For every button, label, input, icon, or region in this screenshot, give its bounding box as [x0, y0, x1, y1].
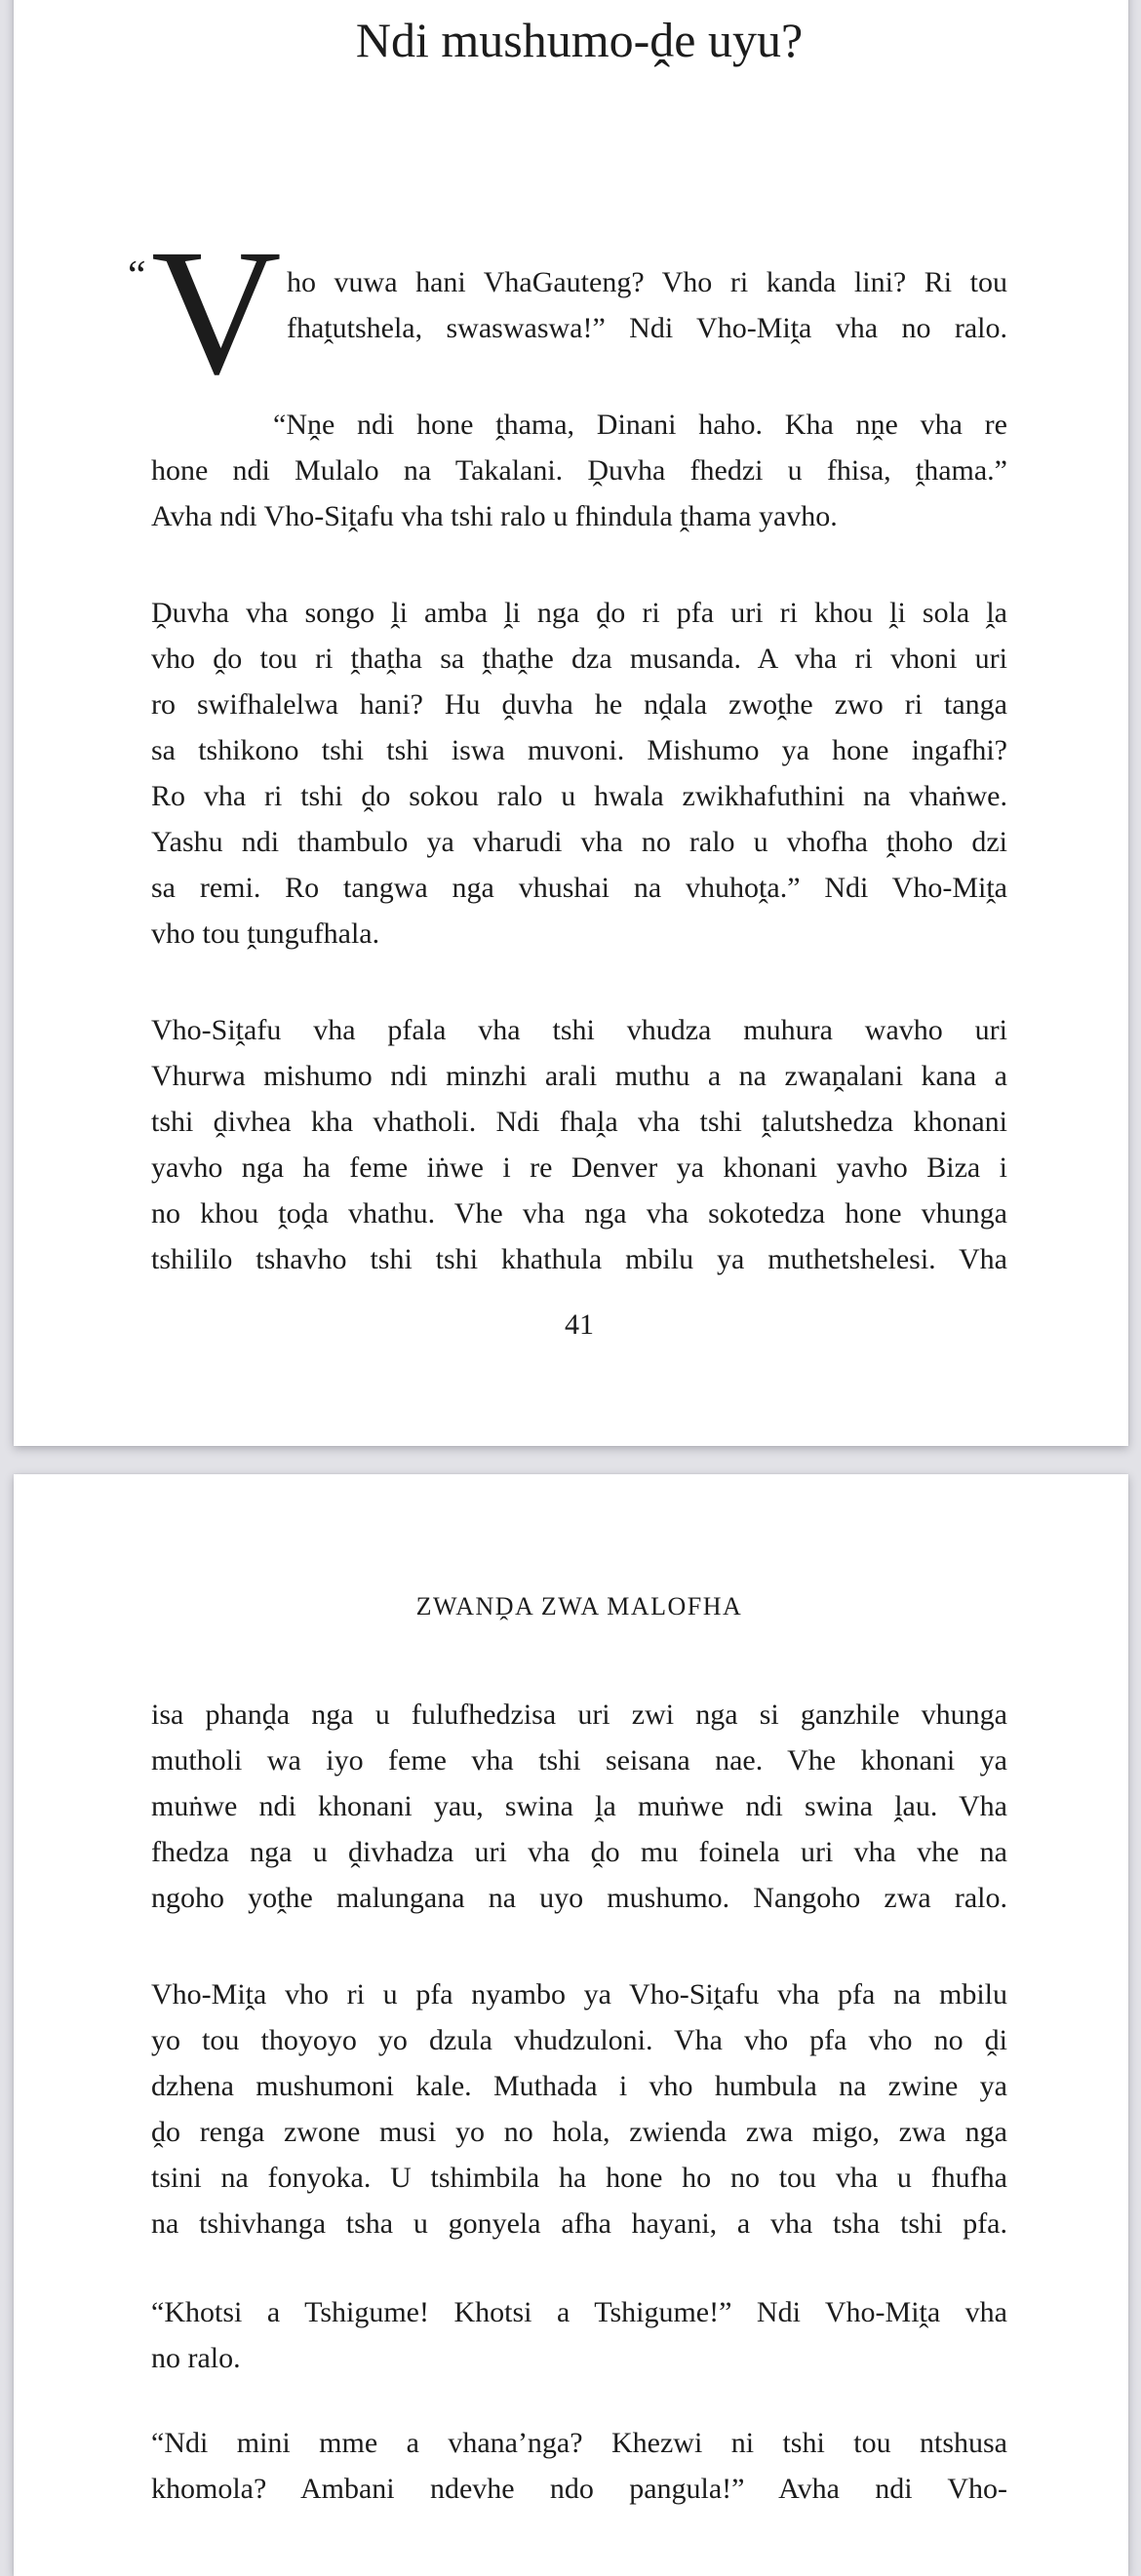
text-line: “Khotsi a Tshigume! Khotsi a Tshigume!” Ndi Vho-Miṱa vha	[151, 2296, 1007, 2328]
dropcap-open-quote: “	[128, 254, 146, 298]
paragraph-lines	[151, 1692, 1007, 1921]
text-line: “Nṋe ndi hone ṱhama, Dinani haho. Kha nṋe vha re	[273, 409, 1007, 441]
text-line: hone ndi Mulalo na Takalani. Ḓuvha fhedzi u fhisa, ṱhama.”	[151, 454, 1007, 487]
paragraph-dropcap	[128, 213, 1007, 412]
text-line: tshi ḓivhea kha vhatholi. Ndi fhaḽa vha tshi ṱalutshedza khonani	[151, 1106, 1007, 1138]
dropcap	[128, 213, 287, 412]
paragraph	[151, 402, 1007, 539]
paragraph-lines	[151, 590, 1007, 956]
text-line: Ḓuvha vha songo ḽi amba ḽi nga ḓo ri pfa uri ri khou ḽi sola ḽa	[151, 597, 1007, 629]
text-line: Vhurwa mishumo ndi minzhi arali muthu a na zwaṋalani kana a	[151, 1060, 1007, 1092]
text-line: Ro vha ri tshi ḓo sokou ralo u hwala zwikhafuthini na vhaṅwe.	[151, 780, 1007, 812]
text-line: sa remi. Ro tangwa nga vhushai na vhuhoṱa.” Ndi Vho-Miṱa	[151, 872, 1007, 904]
paragraph	[151, 1007, 1007, 1282]
text-line: mutholi wa iyo feme vha tshi seisana nae. Vhe khonani ya	[151, 1744, 1007, 1776]
paragraph-lines	[151, 1971, 1007, 2246]
text-line: “Ndi mini mme a vhana’nga? Khezwi ni tshi tou ntshusa	[151, 2427, 1007, 2459]
text-line: Vho-Siṱafu vha pfala vha tshi vhudza muhura wavho uri	[151, 1014, 1007, 1046]
text-line: ro swifhalelwa hani? Hu ḓuvha he nḓala zwoṱhe zwo ri tanga	[151, 688, 1007, 721]
paragraph	[151, 2289, 1007, 2381]
paragraph	[151, 590, 1007, 956]
text-line: fhaṱutshela, swaswaswa!” Ndi Vho-Miṱa vha no ralo.	[287, 312, 1007, 344]
text-line: dzhena mushumoni kale. Muthada i vho humbula na zwine ya	[151, 2070, 1007, 2102]
paragraph	[151, 1971, 1007, 2246]
text-line: tsini na fonyoka. U tshimbila ha hone ho no tou vha u fhufha	[151, 2162, 1007, 2194]
chapter-title: Ndi mushumo-ḓe uyu?	[355, 13, 804, 67]
paragraph-lines	[151, 2420, 1007, 2512]
page-number: 41	[565, 1308, 594, 1341]
text-line: ḓo renga zwone musi yo no hola, zwienda zwa migo, zwa nga	[151, 2116, 1007, 2148]
text-line: isa phanḓa nga u fulufhedzisa uri zwi nga si ganzhile vhunga	[151, 1698, 1007, 1731]
text-line: khomola? Ambani ndevhe ndo pangula!” Avha ndi Vho-	[151, 2473, 1007, 2505]
book-page-41	[14, 0, 1128, 1446]
page-41-content	[14, 12, 1128, 1347]
book-page-42	[14, 1474, 1128, 2576]
dropcap-letter-v: V	[151, 213, 282, 412]
text-line: Vho-Miṱa vho ri u pfa nyambo ya Vho-Siṱafu vha pfa na mbilu	[151, 1978, 1007, 2010]
text-line: tshililo tshavho tshi tshi khathula mbilu ya muthetshelesi. Vha	[151, 1243, 1007, 1275]
text-line: muṅwe ndi khonani yau, swina ḽa muṅwe ndi swina ḽau. Vha	[151, 1790, 1007, 1822]
text-line: fhedza nga u ḓivhadza uri vha ḓo mu foinela uri vha vhe na	[151, 1836, 1007, 1868]
text-line: vho ḓo tou ri ṱhaṱha sa ṱhaṱhe dza musanda. A vha ri vhoni uri	[151, 643, 1007, 675]
text-line: ngoho yoṱhe malungana na uyo mushumo. Nangoho zwa ralo.	[151, 1882, 1007, 1914]
text-line: ho vuwa hani VhaGauteng? Vho ri kanda lini? Ri tou	[287, 266, 1007, 298]
paragraph	[151, 2420, 1007, 2512]
text-line: vho tou ṱungufhala.	[151, 917, 380, 950]
text-line: na tshivhanga tsha u gonyela afha hayani, a vha tsha tshi pfa.	[151, 2207, 1007, 2240]
paragraph-lines	[151, 402, 1007, 539]
text-line: yavho nga ha feme iṅwe i re Denver ya khonani yavho Biza i	[151, 1151, 1007, 1184]
paragraph-lines	[151, 1007, 1007, 1282]
text-line: sa tshikono tshi tshi iswa muvoni. Mishumo ya hone ingafhi?	[151, 734, 1007, 766]
page-42-content	[14, 1592, 1128, 2512]
text-line: Yashu ndi thambulo ya vharudi vha no ralo u vhofha ṱhoho dzi	[151, 826, 1007, 858]
paragraph	[151, 1692, 1007, 1921]
text-line: no ralo.	[151, 2342, 241, 2374]
running-header: ZWANḒA ZWA MALOFHA	[415, 1592, 743, 1620]
paragraph-lines	[151, 2289, 1007, 2381]
text-line: Avha ndi Vho-Siṱafu vha tshi ralo u fhindula ṱhama yavho.	[151, 500, 838, 532]
text-line: yo tou thoyoyo yo dzula vhudzuloni. Vha vho pfa vho no ḓi	[151, 2024, 1007, 2056]
text-line: no khou ṱoḓa vhathu. Vhe vha nga vha sokotedza hone vhunga	[151, 1197, 1007, 1229]
